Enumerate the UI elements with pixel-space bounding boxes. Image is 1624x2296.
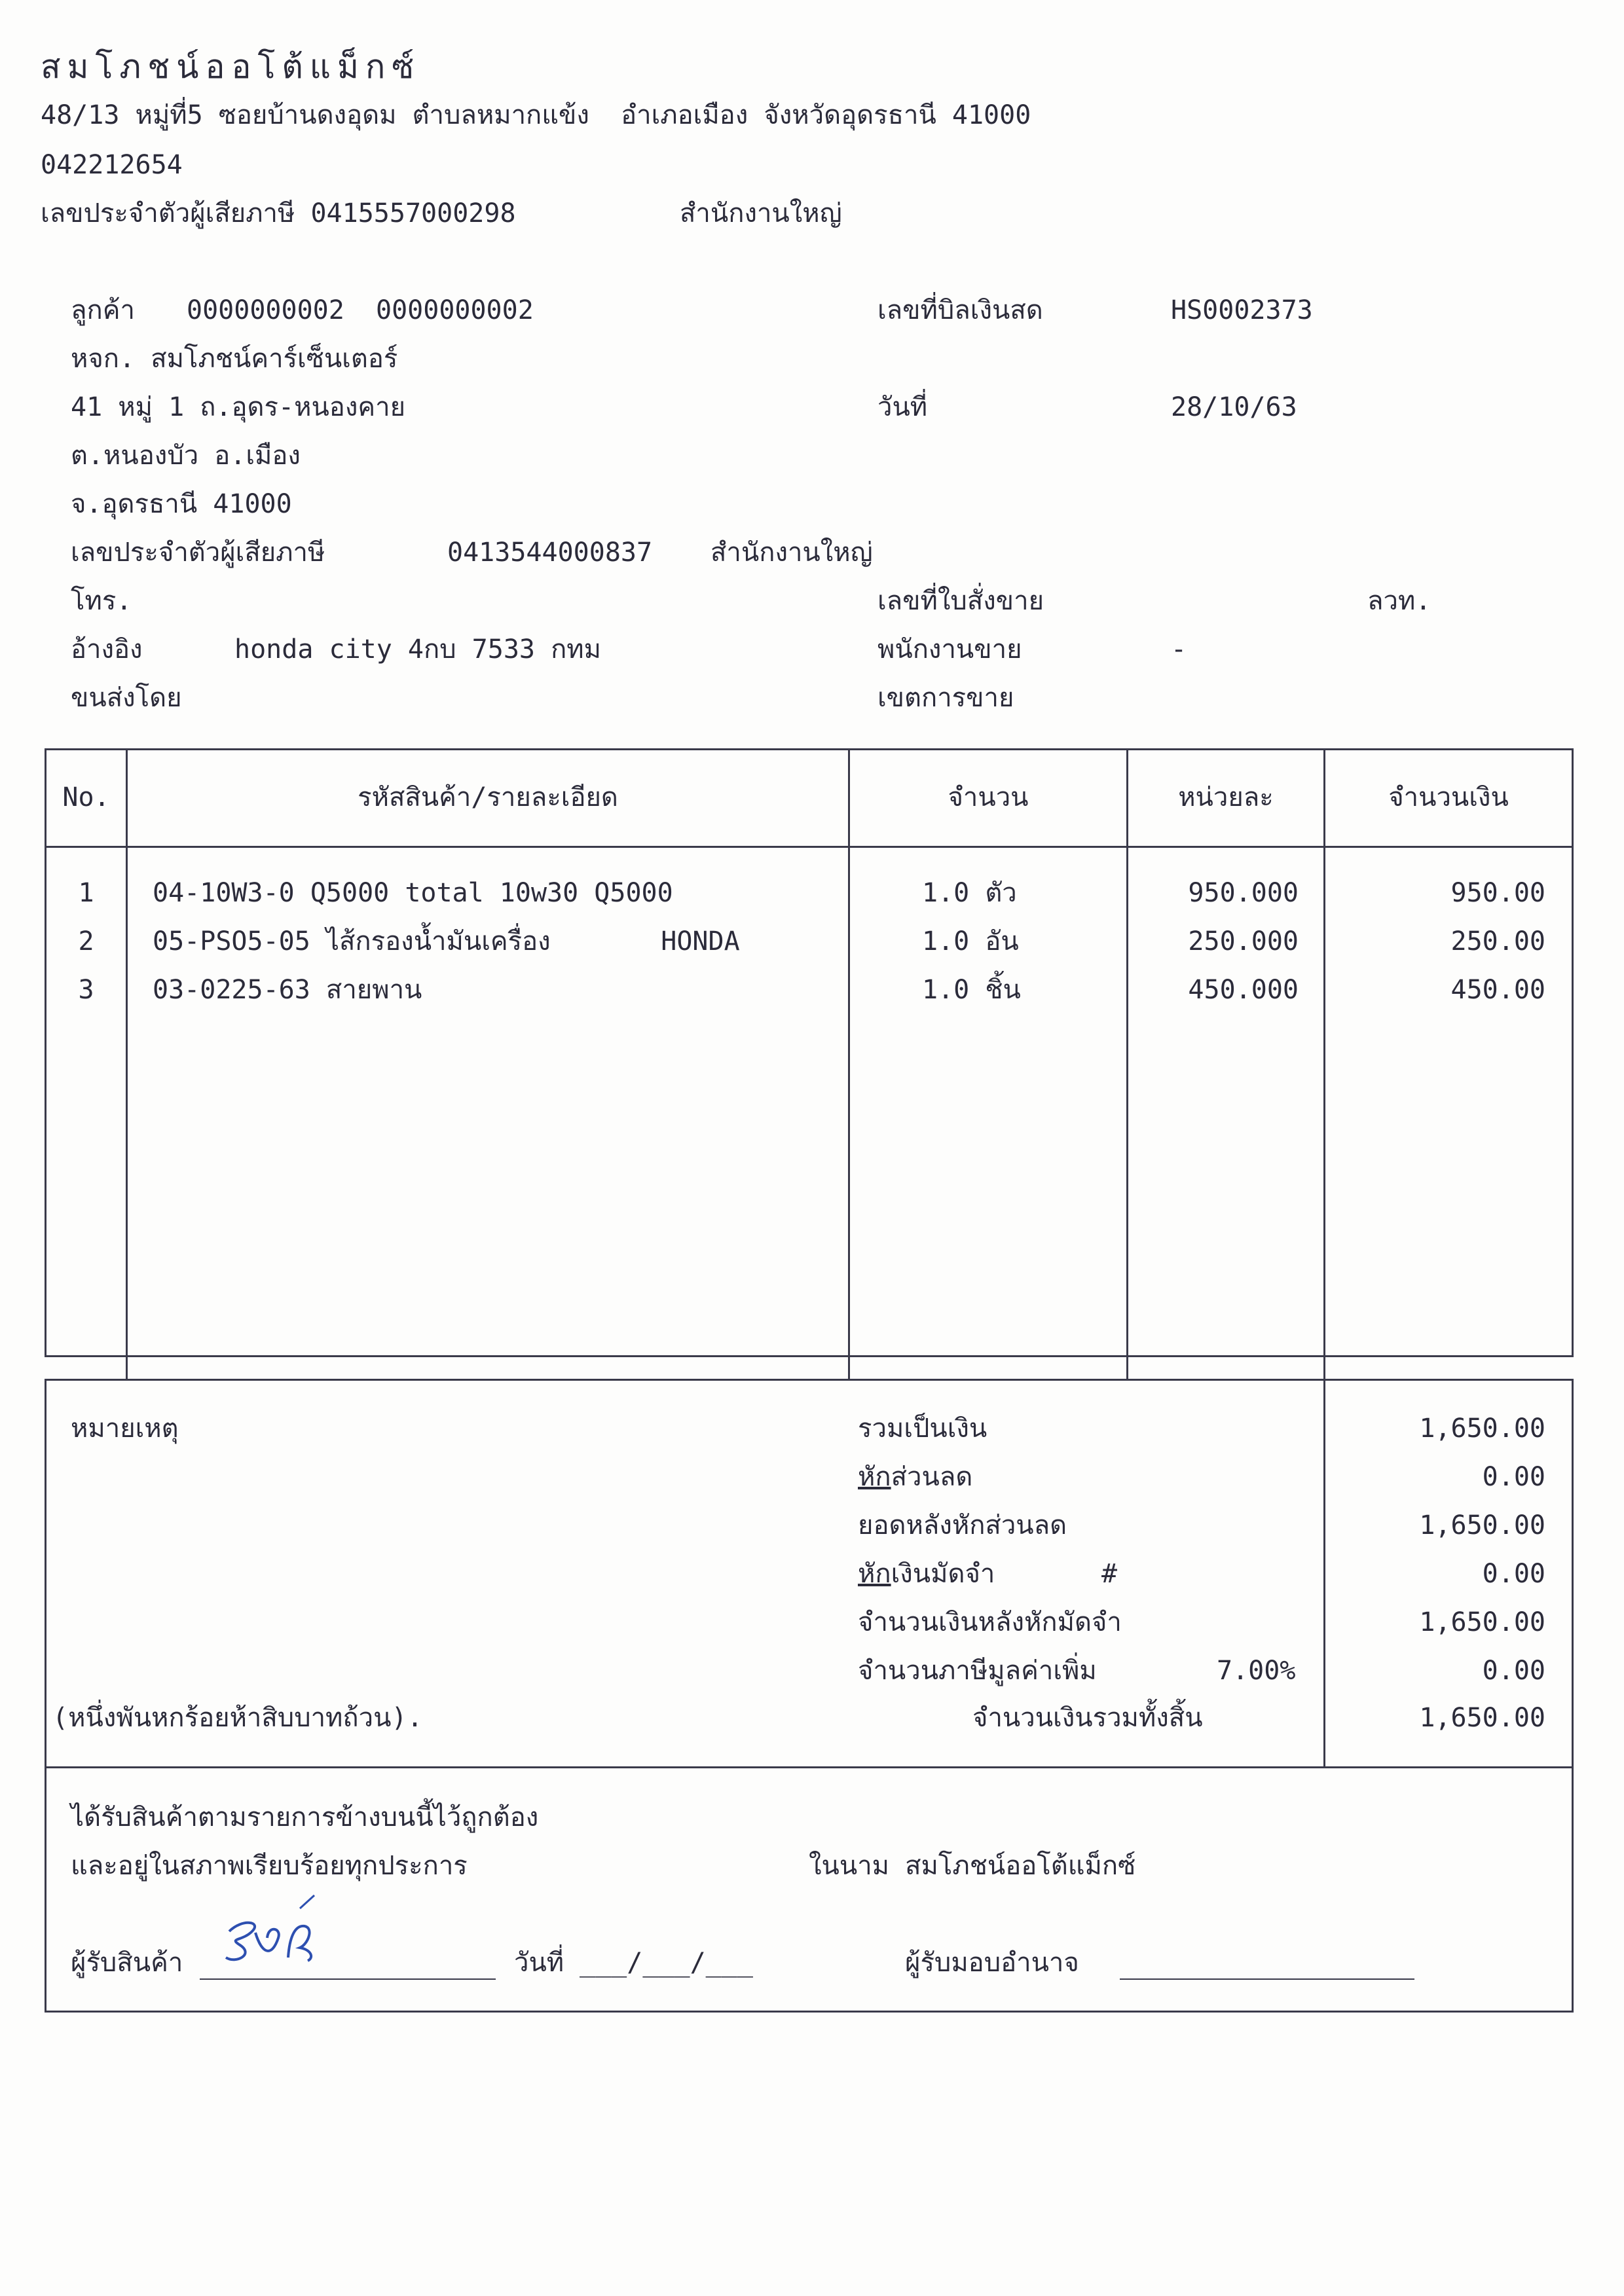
customer-ref-label: อ้างอิง (71, 634, 143, 665)
table-header-divider (45, 846, 1574, 848)
header-amount: จำนวนเงิน (1388, 782, 1509, 812)
vat-rate: 7.00% (1217, 1656, 1296, 1686)
row-1-amount: 950.00 (1450, 878, 1545, 908)
row-1-unit-price: 950.000 (1188, 878, 1299, 908)
row-3-unit-price: 450.000 (1188, 975, 1299, 1005)
customer-name: หจก. สมโภชน์คาร์เซ็นเตอร์ (71, 344, 398, 374)
row-3-quantity: 1.0 ชิ้น (922, 975, 1021, 1005)
row-3-no: 3 (78, 975, 94, 1005)
receiver-signature-line (200, 1978, 496, 1980)
customer-tax-label: เลขประจำตัวผู้เสียภาษี (71, 538, 325, 568)
row-2-quantity: 1.0 อัน (922, 926, 1019, 957)
row-1-quantity: 1.0 ตัว (922, 878, 1017, 908)
discount-prefix: หัก (858, 1462, 891, 1492)
bill-no: HS0002373 (1171, 295, 1313, 325)
row-3-description: 03-0225-63 สายพาน (153, 975, 422, 1005)
sales-person-label: พนักงานขาย (877, 634, 1022, 665)
company-address: 48/13 หมู่ที่5 ซอยบ้านดงอุดม ตำบลหมากแข้ง อำเภอเมือง จังหวัดอุดรธานี 41000 (41, 100, 1031, 130)
header-unit-price: หน่วยละ (1178, 782, 1274, 812)
sales-zone-label: เขตการขาย (877, 683, 1014, 713)
header-description: รหัสสินค้า/รายละเอียด (358, 782, 618, 812)
customer-ship-label: ขนส่งโดย (71, 683, 182, 713)
header-no: No. (62, 782, 110, 812)
discount-text: ส่วนลด (891, 1462, 973, 1492)
customer-code: 0000000002 0000000002 (187, 295, 534, 325)
header-quantity: จำนวน (948, 782, 1029, 812)
received-statement-2: และอยู่ในสภาพเรียบร้อยทุกประการ (71, 1851, 468, 1881)
discount-value: 0.00 (1482, 1462, 1545, 1492)
on-behalf-of: ในนาม สมโภชน์ออโต้แม็กซ์ (809, 1851, 1136, 1881)
row-1-description: 04-10W3-0 Q5000 total 10w30 Q5000 (153, 878, 673, 908)
row-1-no: 1 (78, 878, 94, 908)
company-phone: 042212654 (41, 150, 183, 180)
subtotal-value: 1,650.00 (1419, 1413, 1545, 1444)
discount-label (858, 1461, 972, 1493)
customer-branch: สำนักงานใหญ่ (710, 538, 873, 568)
remark-label: หมายเหตุ (71, 1413, 179, 1444)
deposit-text: เงินมัดจำ (891, 1559, 995, 1589)
grand-total-label: จำนวนเงินรวมทั้งสิ้น (972, 1703, 1203, 1733)
customer-address-1: 41 หมู่ 1 ถ.อุดร-หนองคาย (71, 392, 406, 422)
order-no-value: ลวท. (1367, 586, 1431, 616)
deposit-value: 0.00 (1482, 1559, 1545, 1589)
row-2-description: 05-PSO5-05 ไส้กรองน้ำมันเครื่อง HONDA (153, 926, 740, 957)
authorized-signature-line (1120, 1978, 1414, 1980)
receipt-date-label: วันที่ (514, 1948, 564, 1978)
authorized-label: ผู้รับมอบอำนาจ (905, 1948, 1079, 1978)
after-deposit-label: จำนวนเงินหลังหักมัดจำ (858, 1607, 1122, 1637)
col-divider-1 (126, 748, 128, 1379)
vat-value: 0.00 (1482, 1656, 1545, 1686)
row-2-amount: 250.00 (1450, 926, 1545, 957)
order-no-label: เลขที่ใบสั่งขาย (877, 586, 1044, 616)
customer-ref-value: honda city 4กบ 7533 กทม (234, 634, 602, 665)
company-name: สมโภชน์ออโต้แม็กซ์ (41, 48, 421, 86)
vat-label: จำนวนภาษีมูลค่าเพิ่ม (858, 1656, 1097, 1686)
doc-date: 28/10/63 (1171, 392, 1297, 422)
receiver-signature (216, 1892, 334, 1977)
customer-address-3: จ.อุดรธานี 41000 (71, 489, 292, 519)
after-discount-value: 1,650.00 (1419, 1510, 1545, 1540)
amount-in-words: (หนึ่งพันหกร้อยห้าสิบบาทถ้วน). (52, 1703, 423, 1733)
col-divider-3 (1126, 748, 1128, 1379)
deposit-mark: # (1101, 1559, 1118, 1589)
after-discount-label: ยอดหลังหักส่วนลด (858, 1510, 1067, 1540)
customer-phone-label: โทร. (71, 586, 132, 616)
company-tax-id: เลขประจำตัวผู้เสียภาษี 0415557000298 (41, 198, 516, 228)
row-2-no: 2 (78, 926, 94, 957)
items-table (45, 748, 1574, 1357)
row-3-amount: 450.00 (1450, 975, 1545, 1005)
row-2-unit-price: 250.000 (1188, 926, 1299, 957)
deposit-label (858, 1558, 995, 1590)
doc-date-label: วันที่ (877, 392, 928, 422)
deposit-prefix: หัก (858, 1559, 891, 1589)
receipt-date-blank: ___/___/___ (580, 1948, 753, 1978)
after-deposit-value: 1,650.00 (1419, 1607, 1545, 1637)
grand-total-value: 1,650.00 (1419, 1703, 1545, 1733)
receiver-label: ผู้รับสินค้า (71, 1948, 183, 1978)
bill-no-label: เลขที่บิลเงินสด (877, 295, 1043, 325)
customer-tax-id: 0413544000837 (447, 538, 653, 568)
customer-address-2: ต.หนองบัว อ.เมือง (71, 441, 301, 471)
received-statement-1: ได้รับสินค้าตามรายการข้างบนนี้ไว้ถูกต้อง (71, 1802, 539, 1832)
sales-person-value: - (1171, 634, 1187, 665)
company-branch: สำนักงานใหญ่ (680, 198, 842, 228)
subtotal-label: รวมเป็นเงิน (858, 1413, 987, 1444)
customer-label: ลูกค้า (71, 295, 135, 325)
col-divider-2 (848, 748, 850, 1379)
